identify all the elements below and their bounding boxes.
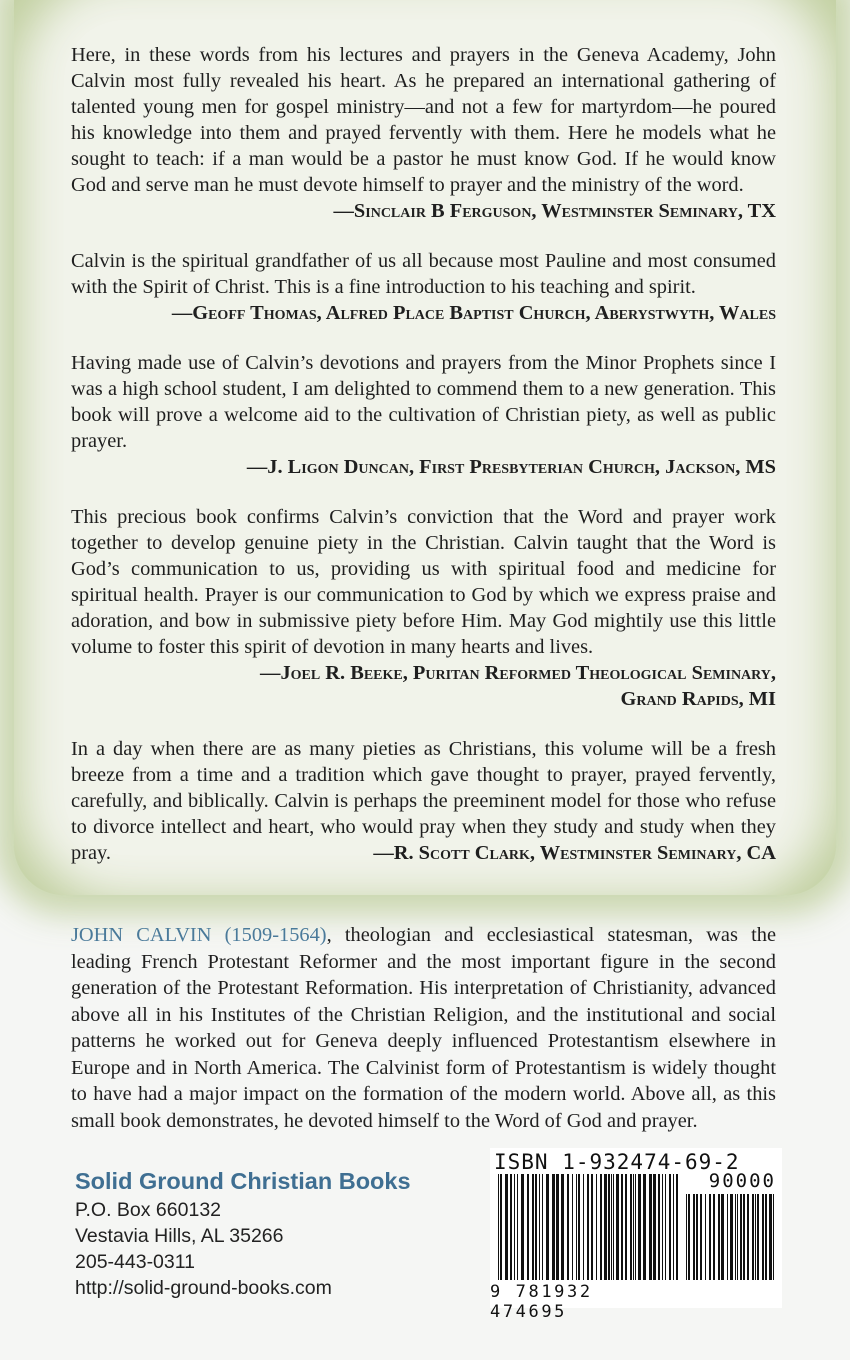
barcode-bar xyxy=(625,1174,627,1280)
barcode-bar xyxy=(769,1194,772,1280)
barcode-bar xyxy=(583,1174,584,1280)
barcode-bar xyxy=(633,1174,634,1280)
barcode-bar xyxy=(591,1174,593,1280)
barcode-bar xyxy=(757,1194,759,1280)
barcode-bar xyxy=(638,1174,641,1280)
barcode-bar xyxy=(665,1174,666,1280)
price-code: 90000 xyxy=(708,1170,776,1192)
barcode-bar xyxy=(621,1174,623,1280)
barcode-bar xyxy=(616,1174,619,1280)
publisher-city: Vestavia Hills, AL 35266 xyxy=(75,1225,284,1247)
attribution-line-1: —Joel R. Beeke, Puritan Reformed Theological Seminary, xyxy=(260,662,776,684)
barcode-bar xyxy=(755,1194,756,1280)
barcode-bar xyxy=(752,1194,754,1280)
barcode-bar xyxy=(587,1174,589,1280)
barcode-bar xyxy=(578,1174,580,1280)
barcode-bar xyxy=(613,1174,614,1280)
barcode-bar xyxy=(653,1174,656,1280)
barcode-bar xyxy=(713,1194,715,1280)
barcode-bar xyxy=(662,1174,663,1280)
endorsement-text: Having made use of Calvin’s devotions and prayers from the Minor Prophets since I was a high school student, I am delighted to commend them to a new generation. This book will prove a welcome aid to the cultivation of Christian piety, as well as public prayer. xyxy=(71,352,776,452)
endorsement-body: In a day when there are as many pieties as Christians, this volume will be a fresh breeze from a time and a tradition which gave thought to prayer, prayed fervently, carefully, and biblically. Calvin is perhaps the preeminent model for those who refuse to divorce intellect and heart, who would pray when they study and study when they pray. xyxy=(71,738,776,864)
barcode-bar xyxy=(709,1194,711,1280)
barcode-bar xyxy=(552,1174,555,1280)
barcode-bar xyxy=(765,1194,767,1280)
barcode-bar xyxy=(576,1174,577,1280)
barcode-bar xyxy=(737,1194,738,1280)
barcode-bar xyxy=(596,1174,597,1280)
barcode-bar xyxy=(705,1194,706,1280)
endorsement-beeke xyxy=(71,504,776,712)
barcode-bar xyxy=(686,1194,687,1280)
barcode-bar xyxy=(521,1174,524,1280)
barcode-bar xyxy=(567,1174,569,1280)
barcode-bar xyxy=(561,1174,564,1280)
endorsements xyxy=(71,42,776,890)
endorsement-attribution: —J. Ligon Duncan, First Presbyterian Church, Jackson, MS xyxy=(246,456,776,478)
author-bio xyxy=(71,922,776,1134)
barcode-bar xyxy=(676,1174,678,1280)
barcode-bar xyxy=(608,1174,610,1280)
barcode-bar xyxy=(498,1174,499,1280)
barcode-bar xyxy=(500,1174,502,1280)
barcode-bar xyxy=(669,1174,671,1280)
isbn-barcode xyxy=(490,1148,782,1322)
isbn-number: ISBN 1-932474-69-2 xyxy=(494,1150,740,1174)
publisher-info xyxy=(75,1168,411,1301)
endorsement-attribution: —Geoff Thomas, Alfred Place Baptist Church, Aberystwyth, Wales xyxy=(171,302,776,324)
barcode-bar xyxy=(572,1174,573,1280)
barcode-bar xyxy=(773,1194,774,1280)
publisher-website: http://solid-ground-books.com xyxy=(75,1277,332,1299)
barcode-bar xyxy=(517,1174,518,1280)
endorsement-ferguson xyxy=(71,42,776,224)
barcode-bar xyxy=(718,1194,720,1280)
endorsement-attribution xyxy=(71,660,776,712)
barcode-bar xyxy=(532,1174,534,1280)
barcode-bar xyxy=(630,1174,632,1280)
endorsement-duncan xyxy=(71,350,776,480)
barcode-bar xyxy=(743,1194,745,1280)
barcode-bar xyxy=(735,1194,736,1280)
endorsement-clark xyxy=(71,736,776,866)
barcode-bar xyxy=(600,1174,602,1280)
endorsement-text: Here, in these words from his lectures and prayers in the Geneva Academy, John Calvin most fully revealed his heart. As he prepared an international gathering of talented young men for gospel ministry—and not a few for martyrdom—he poured his knowledge into them and prayed fervently with them. Here he models what he sought to teach: if a man would be a pastor he must know God. If he would know God and serve man he must devote himself to prayer and the ministry of the word. xyxy=(71,44,776,196)
endorsement-text: This precious book confirms Calvin’s conviction that the Word and prayer work together to develop genuine piety in the Christian. Calvin taught that the Word is God’s communication to us, providing us with spiritual food and medicine for spiritual health. Prayer is our communication to God by which we express praise and adoration, and bow in submissive piety before Him. May God mightily use this little volume to foster this spirit of devotion in many hearts and lives. xyxy=(71,506,776,658)
barcode-bar xyxy=(539,1174,540,1280)
endorsement-thomas xyxy=(71,248,776,326)
barcode-bar xyxy=(740,1194,742,1280)
publisher-po-box: P.O. Box 660132 xyxy=(75,1199,222,1221)
publisher-phone: 205-443-0311 xyxy=(75,1251,195,1273)
endorsement-text xyxy=(71,736,776,866)
attribution-line-2: Grand Rapids, MI xyxy=(620,688,776,710)
endorsement-attribution: —Sinclair B Ferguson, Westminster Seminary, TX xyxy=(333,200,776,222)
endorsement-attribution: —R. Scott Clark, Westminster Seminary, CA xyxy=(373,842,776,864)
barcode-bar xyxy=(611,1174,612,1280)
barcode-bar xyxy=(727,1194,728,1280)
barcode-bar xyxy=(556,1174,559,1280)
publisher-name: Solid Ground Christian Books xyxy=(75,1168,411,1194)
barcode-bar xyxy=(514,1174,515,1280)
barcode-bar xyxy=(762,1194,764,1280)
barcode-bar xyxy=(505,1174,508,1280)
endorsement-text: Calvin is the spiritual grandfather of us all because most Pauline and most consumed with the Spirit of Christ. This is a fine introduction to his teaching and spirit. xyxy=(71,250,776,298)
barcode-bar xyxy=(546,1174,549,1280)
barcode-bar xyxy=(604,1174,607,1280)
barcode-bar xyxy=(535,1174,537,1280)
barcode-bar xyxy=(658,1174,660,1280)
barcode-bar xyxy=(688,1194,690,1280)
ean-digits: 9 781932 474695 xyxy=(490,1282,593,1322)
barcode-bar xyxy=(542,1174,543,1280)
barcode-bar xyxy=(696,1194,698,1280)
author-name: JOHN CALVIN (1509-1564) xyxy=(71,924,327,946)
author-bio-text: , theologian and ecclesiastical statesman, was the leading French Protestant Reformer and the most important figure in the second generation of the Protestant Reformation. His interpretation of Christianity, advanced above all in his Institutes of the Christian Religion, and the institutional and social patterns he worked out for Geneva deeply influenced Protestantism elsewhere in Europe and in North America. The Calvinist form of Protestantism is widely thought to have had a major impact on the formation of the modern world. Above all, as this small book demonstrates, he devoted himself to the Word of God and prayer. xyxy=(71,924,777,1132)
barcode-bar xyxy=(693,1194,695,1280)
barcode-bar xyxy=(721,1194,724,1280)
barcode-bar xyxy=(730,1194,733,1280)
barcode-bar xyxy=(510,1174,512,1280)
barcode-bar xyxy=(635,1174,636,1280)
barcode-bar xyxy=(527,1174,529,1280)
barcode-bar xyxy=(747,1194,749,1280)
barcode-bar xyxy=(649,1174,652,1280)
barcode-bar xyxy=(673,1174,674,1280)
barcode-bar xyxy=(643,1174,646,1280)
barcode-bar xyxy=(700,1194,702,1280)
